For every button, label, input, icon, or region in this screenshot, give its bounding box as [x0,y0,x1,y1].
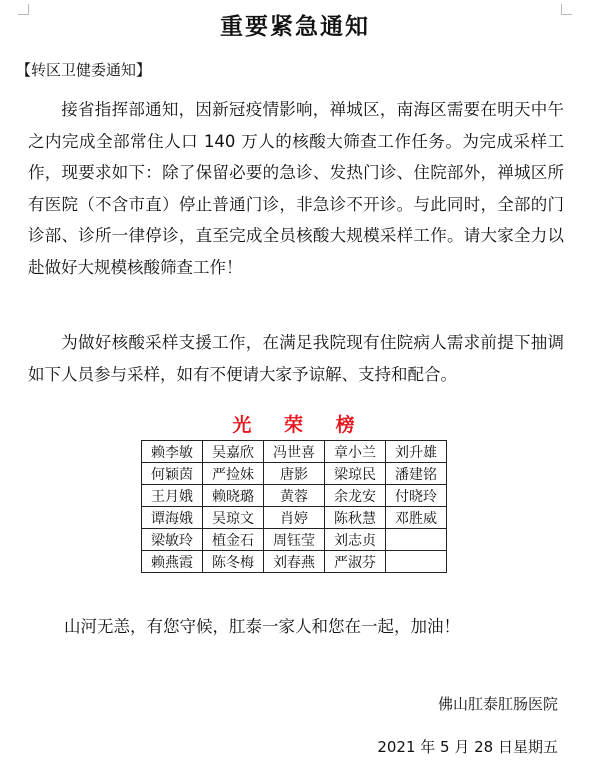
name-cell: 刘春燕 [264,551,325,573]
name-cell: 唐影 [264,463,325,485]
name-cell [386,551,447,573]
name-cell: 陈冬梅 [203,551,264,573]
table-row [142,551,447,573]
honor-roll-title: 光 荣 榜 [232,414,368,436]
name-cell [386,529,447,551]
table-row [142,529,447,551]
notice-source: 【转区卫健委通知】 [16,61,152,79]
name-cell: 冯世喜 [264,441,325,463]
name-cell: 梁敏玲 [142,529,203,551]
name-cell: 刘志贞 [325,529,386,551]
name-cell: 吴嘉欣 [203,441,264,463]
closing-line: 山河无恙，有您守候，肛泰一家人和您在一起，加油！ [64,617,460,636]
name-cell: 严捡妹 [203,463,264,485]
table-row [142,463,447,485]
table-row [142,485,447,507]
paragraph-2-text: 为做好核酸采样支援工作，在满足我院现有住院病人需求前提下抽调如下人员参与采样，如有不便请大家予谅解、支持和配合。 [28,333,564,384]
signature-hospital: 佛山肛泰肛肠医院 [437,695,558,713]
name-cell: 赖李敏 [142,441,203,463]
name-cell: 梁琼民 [325,463,386,485]
paragraph-1-text: 接省指挥部通知，因新冠疫情影响，禅城区，南海区需要在明天中午之内完成全部常住人口 140 万人的核酸大筛查工作任务。为完成采样工作，现要求如下：除了保留必要的急诊、发热门诊、住院部外，禅城区所有医院（不含市直）停止普通门诊，非急诊不开诊。与此同时，全部的门诊部、诊所一律停诊，直至完成全员核酸大规模采样工作。请大家全力以赴做好大规模核酸筛查工作！ [28,100,564,277]
name-cell: 王月娥 [142,485,203,507]
name-cell: 何颖茵 [142,463,203,485]
name-cell: 赖晓璐 [203,485,264,507]
name-cell: 植金石 [203,529,264,551]
name-cell: 余龙安 [325,485,386,507]
paragraph-1 [28,94,564,283]
honor-roll-table [141,440,447,573]
paragraph-2 [28,327,564,390]
name-cell: 陈秋慧 [325,507,386,529]
name-cell: 肖婷 [264,507,325,529]
name-cell: 黄蓉 [264,485,325,507]
name-cell: 邓胜威 [386,507,447,529]
document-title: 重要紧急通知 [220,13,370,40]
signature-date: 2021 年 5 月 28 日星期五 [377,738,558,756]
name-cell: 付晓玲 [386,485,447,507]
name-cell: 严淑芬 [325,551,386,573]
name-cell: 赖燕霞 [142,551,203,573]
table-row [142,441,447,463]
name-cell: 吴琼文 [203,507,264,529]
name-cell: 章小兰 [325,441,386,463]
name-cell: 刘升雄 [386,441,447,463]
name-cell: 潘建铭 [386,463,447,485]
table-row [142,507,447,529]
name-cell: 周钰莹 [264,529,325,551]
name-cell: 谭海娥 [142,507,203,529]
